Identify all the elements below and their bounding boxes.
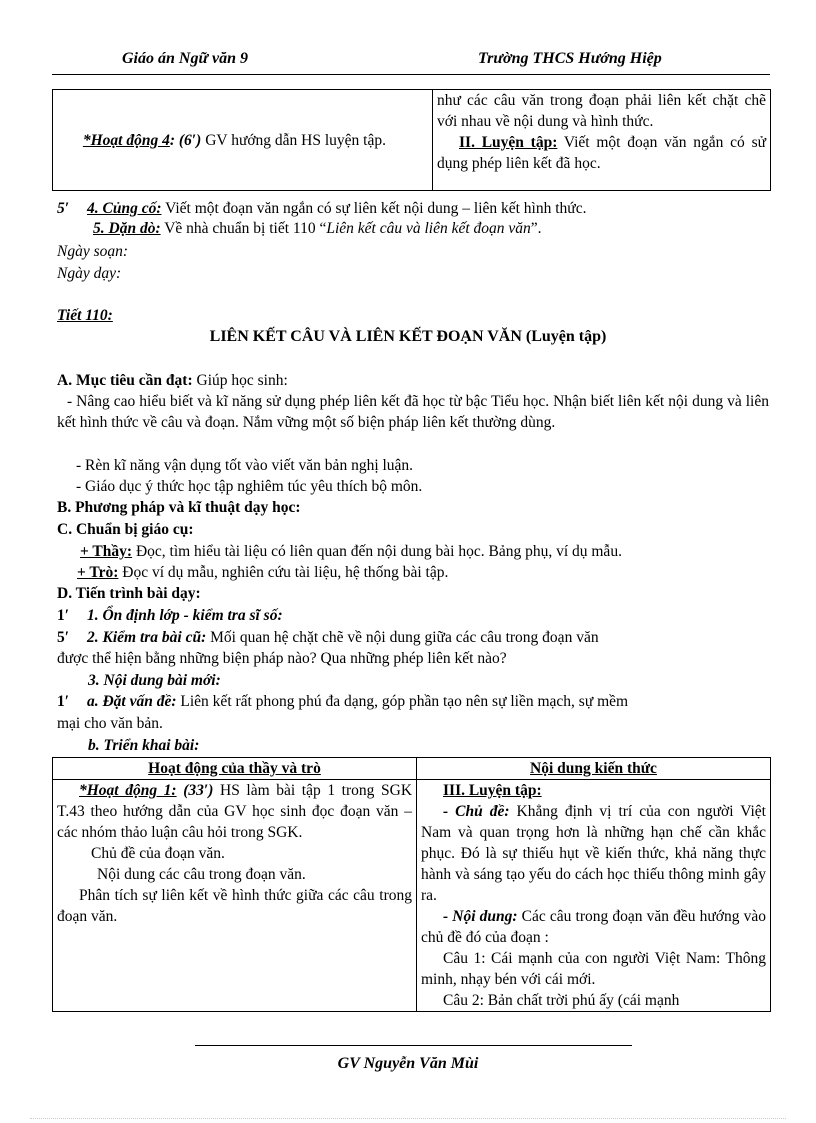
step-3a-text: Liên kết rất phong phú đa dạng, góp phần tạo nên sự liền mạch, sự mềm bbox=[176, 693, 629, 710]
student-text: Đọc ví dụ mẫu, nghiên cứu tài liệu, hệ thống bài tập. bbox=[118, 564, 449, 581]
objective-3: - Giáo dục ý thức học tập nghiêm túc yêu thích bộ môn. bbox=[76, 478, 423, 495]
section-a-heading: A. Mục tiêu cần đạt: bbox=[57, 372, 193, 389]
homework-title: Liên kết câu và liên kết đoạn văn bbox=[326, 220, 531, 237]
student-label: + Trò: bbox=[77, 564, 119, 581]
question-links: Phân tích sự liên kết về hình thức giữa các câu trong đoạn văn. bbox=[57, 887, 412, 925]
activity-1-label: *Hoạt động 1: bbox=[79, 782, 177, 799]
lesson-title: LIÊN KẾT CÂU VÀ LIÊN KẾT ĐOẠN VĂN (Luyện tập) bbox=[209, 328, 607, 345]
activity-1-time: (33′) bbox=[176, 782, 214, 799]
practice-3-heading: III. Luyện tập: bbox=[443, 782, 542, 799]
student-prep-line bbox=[77, 563, 448, 583]
header-divider bbox=[52, 74, 770, 75]
homework-end: ”. bbox=[530, 220, 542, 237]
step-2-text-cont: được thể hiện bằng những biện pháp nào? Qua những phép liên kết nào? bbox=[57, 650, 507, 667]
objective-1: - Nâng cao hiểu biết và kĩ năng sử dụng phép liên kết đã học từ bậc Tiểu học. Nhận biết liên kết nội dung và liên kết hình thức về câu và đoạn. Nắm vững một số biện pháp liên kết thường dùng. bbox=[57, 393, 769, 431]
col-header-activity: Hoạt động của thầy và trò bbox=[53, 758, 417, 780]
activity-1-text: HS làm bài tập 1 trong SGK T.43 theo hướng dẫn của GV học sinh đọc đoạn văn – các nhóm thảo luận câu hỏi trong SGK. bbox=[57, 782, 413, 841]
step-2-time: 5′ bbox=[57, 629, 70, 646]
step-3a-text-cont: mại cho văn bản. bbox=[57, 715, 163, 732]
teacher-label: + Thầy: bbox=[80, 543, 133, 560]
content-cell bbox=[417, 780, 771, 1012]
top-table-right-p1: như các câu văn trong đoạn phải liên kết chặt chẽ với nhau về nội dung và hình thức. bbox=[437, 92, 766, 130]
activity-4-text: GV hướng dẫn HS luyện tập. bbox=[201, 131, 386, 149]
step-1-line bbox=[57, 606, 283, 626]
practice-text: Viết một đoạn văn ngắn có sử dụng phép liên kết đã học. bbox=[437, 134, 766, 172]
top-table-left-cell bbox=[53, 90, 433, 191]
step-3a-time: 1′ bbox=[57, 693, 70, 710]
header-school: Trường THCS Hướng Hiệp bbox=[478, 50, 662, 67]
top-table-right-cell bbox=[433, 90, 771, 191]
teacher-text: Đọc, tìm hiểu tài liệu có liên quan đến nội dung bài học. Bảng phụ, ví dụ mẫu. bbox=[132, 543, 622, 560]
content-label: - Nội dung: bbox=[443, 908, 518, 925]
section-a-heading-line bbox=[57, 371, 288, 391]
sentence-2: Câu 2: Bản chất trời phú ấy (cái mạnh bbox=[443, 992, 680, 1009]
consolidation-time: 5′ bbox=[57, 200, 70, 217]
teacher-prep-line bbox=[80, 542, 622, 562]
step-3-label: 3. Nội dung bài mới: bbox=[88, 672, 221, 689]
topic-text: Khẳng định vị trí của con người Việt Nam và quan trọng hơn là những hạn chế cần khắc phục. Đó là sự thiếu hụt về kiến thức, khả năng thực hành và sáng tạo yếu do cách học thiếu thông minh gây ra. bbox=[421, 803, 766, 904]
top-activity-table bbox=[52, 89, 771, 191]
section-c-heading-line bbox=[57, 520, 194, 540]
teach-date: Ngày dạy: bbox=[57, 265, 122, 282]
section-c-heading: C. Chuẩn bị giáo cụ: bbox=[57, 521, 194, 538]
homework-text: Về nhà chuẩn bị tiết 110 “ bbox=[160, 220, 327, 237]
activity-cell bbox=[53, 780, 417, 1012]
content-text: Các câu trong đoạn văn đều hướng vào chủ đề đó của đoạn : bbox=[421, 908, 766, 946]
practice-heading: II. Luyện tập: bbox=[459, 134, 558, 151]
header-subject: Giáo án Ngữ văn 9 bbox=[122, 50, 249, 67]
section-b-heading: B. Phương pháp và kĩ thuật dạy học: bbox=[57, 499, 301, 516]
homework-label: 5. Dặn dò: bbox=[93, 220, 161, 237]
lesson-number: Tiết 110: bbox=[57, 307, 113, 324]
section-a-intro: Giúp học sinh: bbox=[192, 372, 288, 389]
section-d-heading: D. Tiến trình bài dạy: bbox=[57, 585, 201, 602]
page-bottom-dots bbox=[30, 1118, 786, 1119]
activity-4-label: *Hoạt động 4 bbox=[82, 131, 170, 149]
step-1-label: 1. Ổn định lớp - kiểm tra sĩ số: bbox=[86, 607, 283, 624]
lesson-activity-table bbox=[52, 757, 771, 1012]
step-3a-label: a. Đặt vấn đề: bbox=[86, 693, 177, 710]
homework-line bbox=[93, 219, 542, 239]
footer-divider bbox=[195, 1045, 632, 1046]
footer-author: GV Nguyễn Văn Mùi bbox=[337, 1055, 479, 1072]
step-1-time: 1′ bbox=[57, 607, 70, 624]
prep-date: Ngày soạn: bbox=[57, 243, 129, 260]
question-content: Nội dung các câu trong đoạn văn. bbox=[97, 866, 306, 883]
step-3a-line bbox=[57, 692, 628, 712]
question-topic: Chủ đề của đoạn văn. bbox=[91, 845, 225, 862]
step-2-label: 2. Kiểm tra bài cũ: bbox=[86, 629, 207, 646]
activity-4-time: : (6′) bbox=[169, 131, 202, 149]
step-3b-label: b. Triển khai bài: bbox=[88, 737, 200, 754]
consolidation-label: 4. Củng cố: bbox=[86, 200, 162, 217]
topic-label: - Chủ đề: bbox=[443, 803, 510, 820]
consolidation-line bbox=[57, 199, 586, 219]
step-2-line bbox=[57, 628, 599, 648]
objective-2: - Rèn kĩ năng vận dụng tốt vào viết văn bản nghị luận. bbox=[76, 457, 414, 474]
sentence-1: Câu 1: Cái mạnh của con người Việt Nam: Thông minh, nhạy bén với cái mới. bbox=[421, 950, 766, 988]
consolidation-text: Viết một đoạn văn ngắn có sự liên kết nội dung – liên kết hình thức. bbox=[161, 200, 587, 217]
step-2-text: Mối quan hệ chặt chẽ về nội dung giữa các câu trong đoạn văn bbox=[206, 629, 599, 646]
col-header-content: Nội dung kiến thức bbox=[417, 758, 771, 780]
